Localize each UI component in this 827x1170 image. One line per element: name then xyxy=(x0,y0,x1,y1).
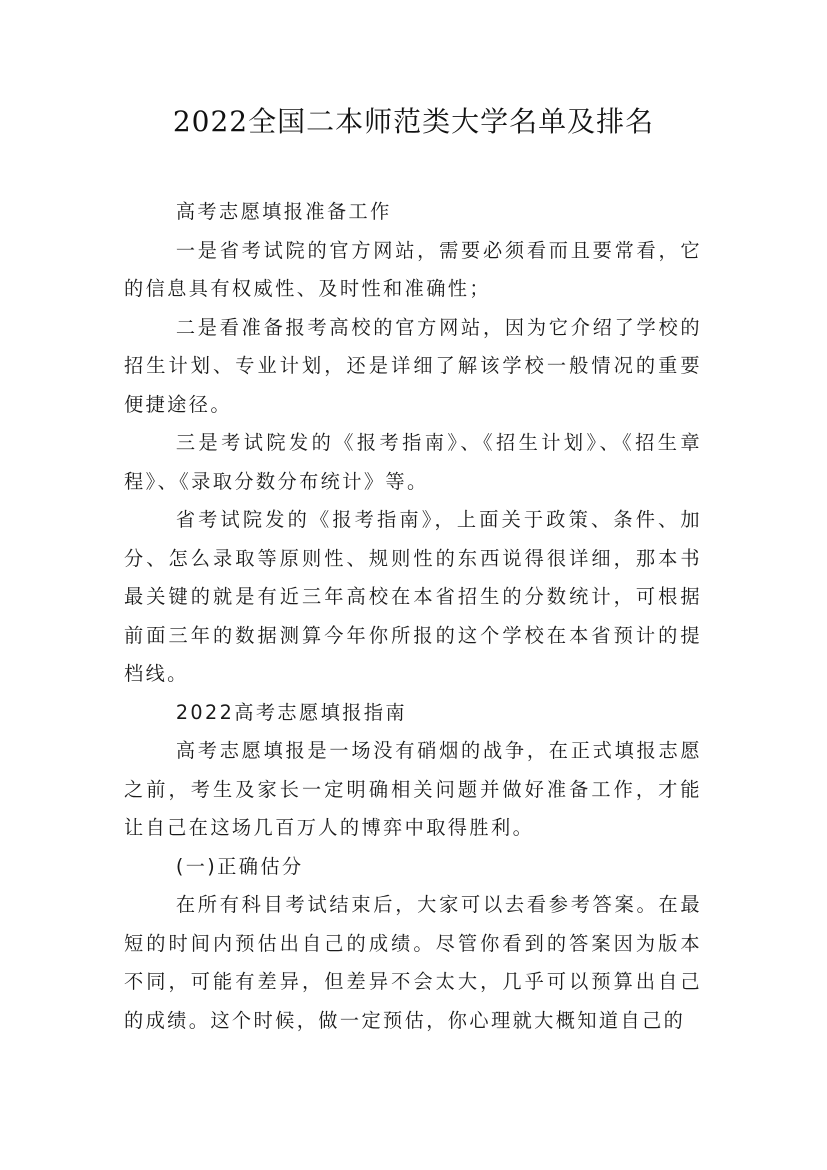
paragraph-exam-publications: 三是考试院发的《报考指南》、《招生计划》、《招生章程》、《录取分数分布统计》等。 xyxy=(124,431,702,493)
paragraph-estimate: 在所有科目考试结束后，大家可以去看参考答案。在最短的时间内预估出自己的成绩。尽管你看到的答案因为版本不同，可能有差异，但差异不会太大，几乎可以预算出自己的成绩。这个时候，做一定预估，你心理就大概知道自己的 xyxy=(124,893,702,1032)
paragraph-heading-preparation: 高考志愿填报准备工作 xyxy=(175,200,392,223)
paragraph-heading-estimate: (一)正确估分 xyxy=(175,854,304,878)
document-title: 2022全国二本师范类大学名单及排名 xyxy=(172,105,655,138)
paragraph-intro: 高考志愿填报是一场没有硝烟的战争，在正式填报志愿之前，考生及家长一定明确相关问题并做好准备工作，才能让自己在这场几百万人的博弈中取得胜利。 xyxy=(124,739,702,839)
document-body xyxy=(124,193,702,1040)
paragraph-exam-guide: 省考试院发的《报考指南》，上面关于政策、条件、加分、怎么录取等原则性、规则性的东西说得很详细，那本书最关键的就是有近三年高校在本省招生的分数统计，可根据前面三年的数据测算今年你所报的这个学校在本省预计的提档线。 xyxy=(124,508,702,685)
paragraph-heading-guide: 2022高考志愿填报指南 xyxy=(175,700,407,724)
paragraph-official-site: 一是省考试院的官方网站，需要必须看而且要常看，它的信息具有权威性、及时性和准确性； xyxy=(124,238,702,300)
paragraph-university-site: 二是看准备报考高校的官方网站，因为它介绍了学校的招生计划、专业计划，还是详细了解该学校一般情况的重要便捷途径。 xyxy=(124,315,702,416)
